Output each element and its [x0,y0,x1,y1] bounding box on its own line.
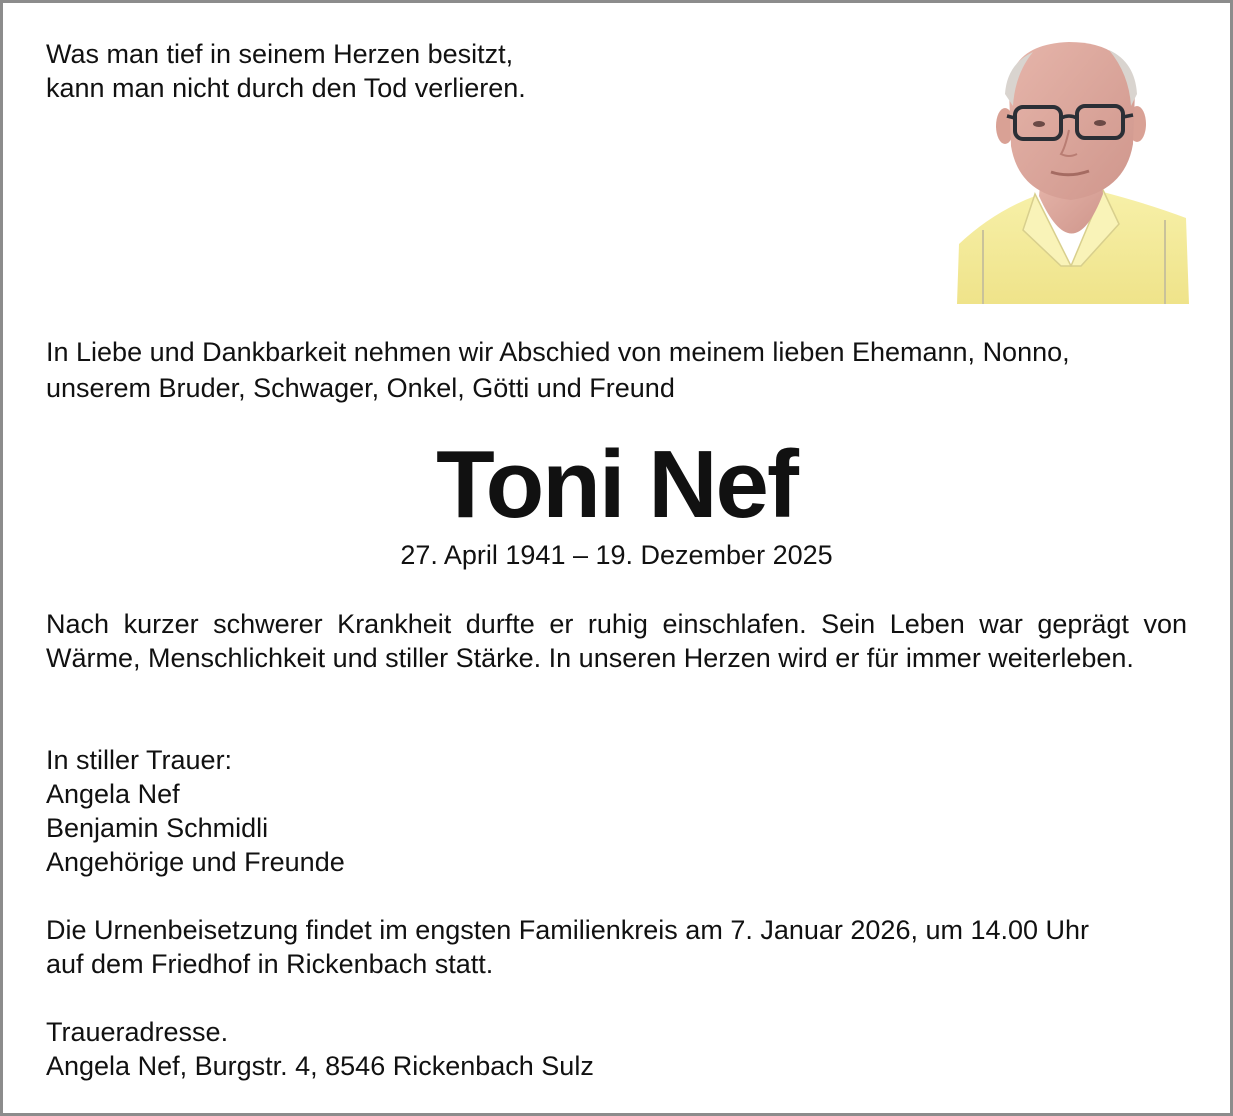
address-line: Angela Nef, Burgstr. 4, 8546 Rickenbach Sulz [46,1051,594,1081]
intro-line-1: In Liebe und Dankbarkeit nehmen wir Abschied von meinem lieben Ehemann, Nonno, [46,337,1070,367]
mourners-heading: In stiller Trauer: [46,745,233,775]
mourner-name: Benjamin Schmidli [46,813,269,843]
intro-line-2: unserem Bruder, Schwager, Onkel, Götti und Freund [46,373,675,403]
mourner-name: Angela Nef [46,779,180,809]
farewell-intro [46,334,1070,406]
ceremony-notice [46,913,1089,981]
address-heading: Traueradresse. [46,1017,229,1047]
portrait-photo [953,34,1190,304]
motto-quote [46,37,526,105]
memorial-message: Nach kurzer schwerer Krankheit durfte er ruhig einschlafen. Sein Leben war geprägt von Wärme, Menschlichkeit und stiller Stärke. In unseren Herzen wird er für immer weiterleben. [46,609,1187,673]
portrait-illustration [953,34,1190,304]
ceremony-line-1: Die Urnenbeisetzung findet im engsten Familienkreis am 7. Januar 2026, um 14.00 Uhr [46,915,1090,945]
mourners-list [46,743,345,879]
motto-line-1: Was man tief in seinem Herzen besitzt, [46,39,514,69]
mourner-name: Angehörige und Freunde [46,847,345,877]
deceased-name: Toni Nef [436,431,797,538]
mourning-address [46,1015,594,1083]
ceremony-line-2: auf dem Friedhof in Rickenbach statt. [46,949,494,979]
life-dates: 27. April 1941 – 19. Dezember 2025 [400,540,833,570]
motto-line-2: kann man nicht durch den Tod verlieren. [46,73,526,103]
